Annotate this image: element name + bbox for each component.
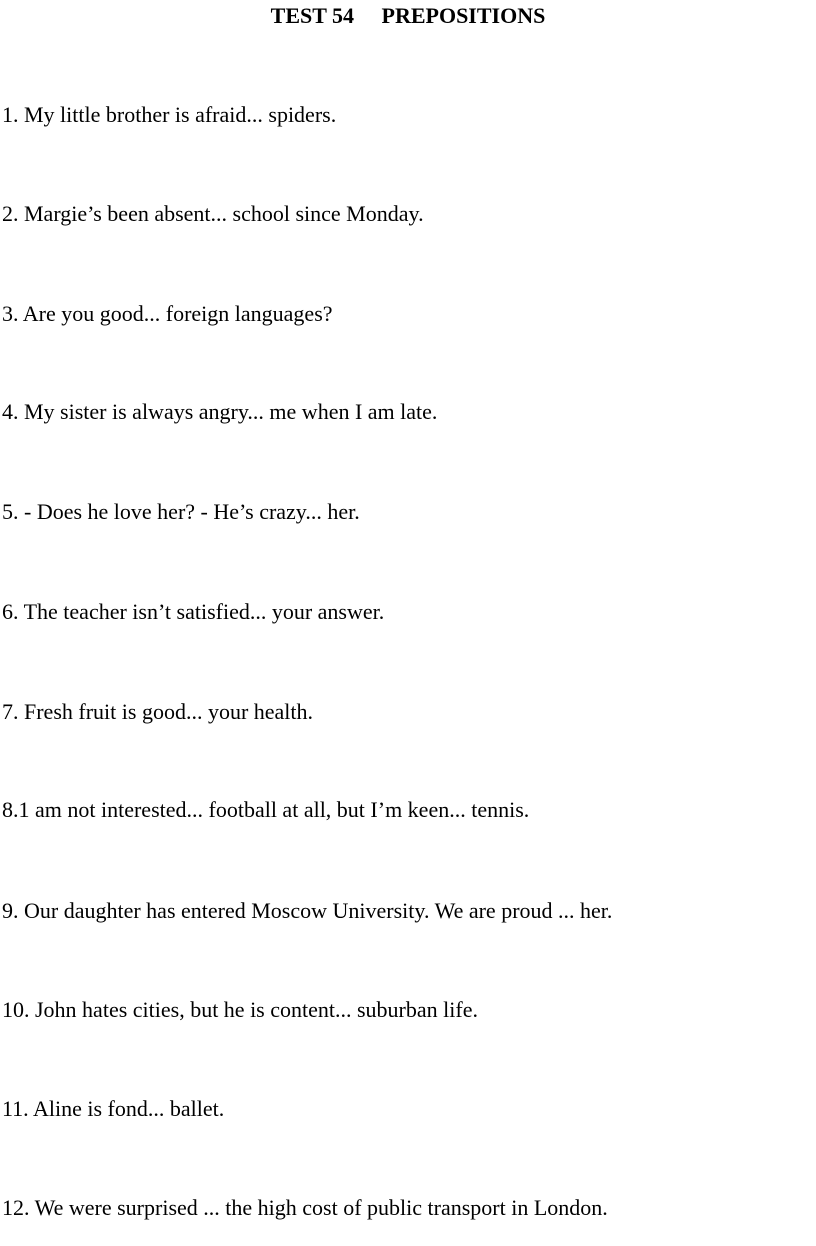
question-4: 4. My sister is always angry... me when I am late. <box>2 399 438 424</box>
question-12: 12. We were surprised ... the high cost of public transport in London. <box>2 1195 608 1220</box>
question-10: 10. John hates cities, but he is content... suburban life. <box>2 997 478 1022</box>
question-5: 5. - Does he love her? - He’s crazy... her. <box>2 499 360 524</box>
question-9: 9. Our daughter has entered Moscow University. We are proud ... her. <box>2 898 613 923</box>
question-3: 3. Are you good... foreign languages? <box>2 301 333 326</box>
question-8: 8.1 am not interested... football at all, but I’m keen... tennis. <box>2 797 530 822</box>
question-7: 7. Fresh fruit is good... your health. <box>2 699 314 724</box>
question-1: 1. My little brother is afraid... spiders. <box>2 102 337 127</box>
question-2: 2. Margie’s been absent... school since Monday. <box>2 201 424 226</box>
question-6: 6. The teacher isn’t satisfied... your answer. <box>2 599 385 624</box>
question-11: 11. Aline is fond... ballet. <box>2 1096 225 1121</box>
page-title: TEST 54 PREPOSITIONS <box>270 3 546 28</box>
